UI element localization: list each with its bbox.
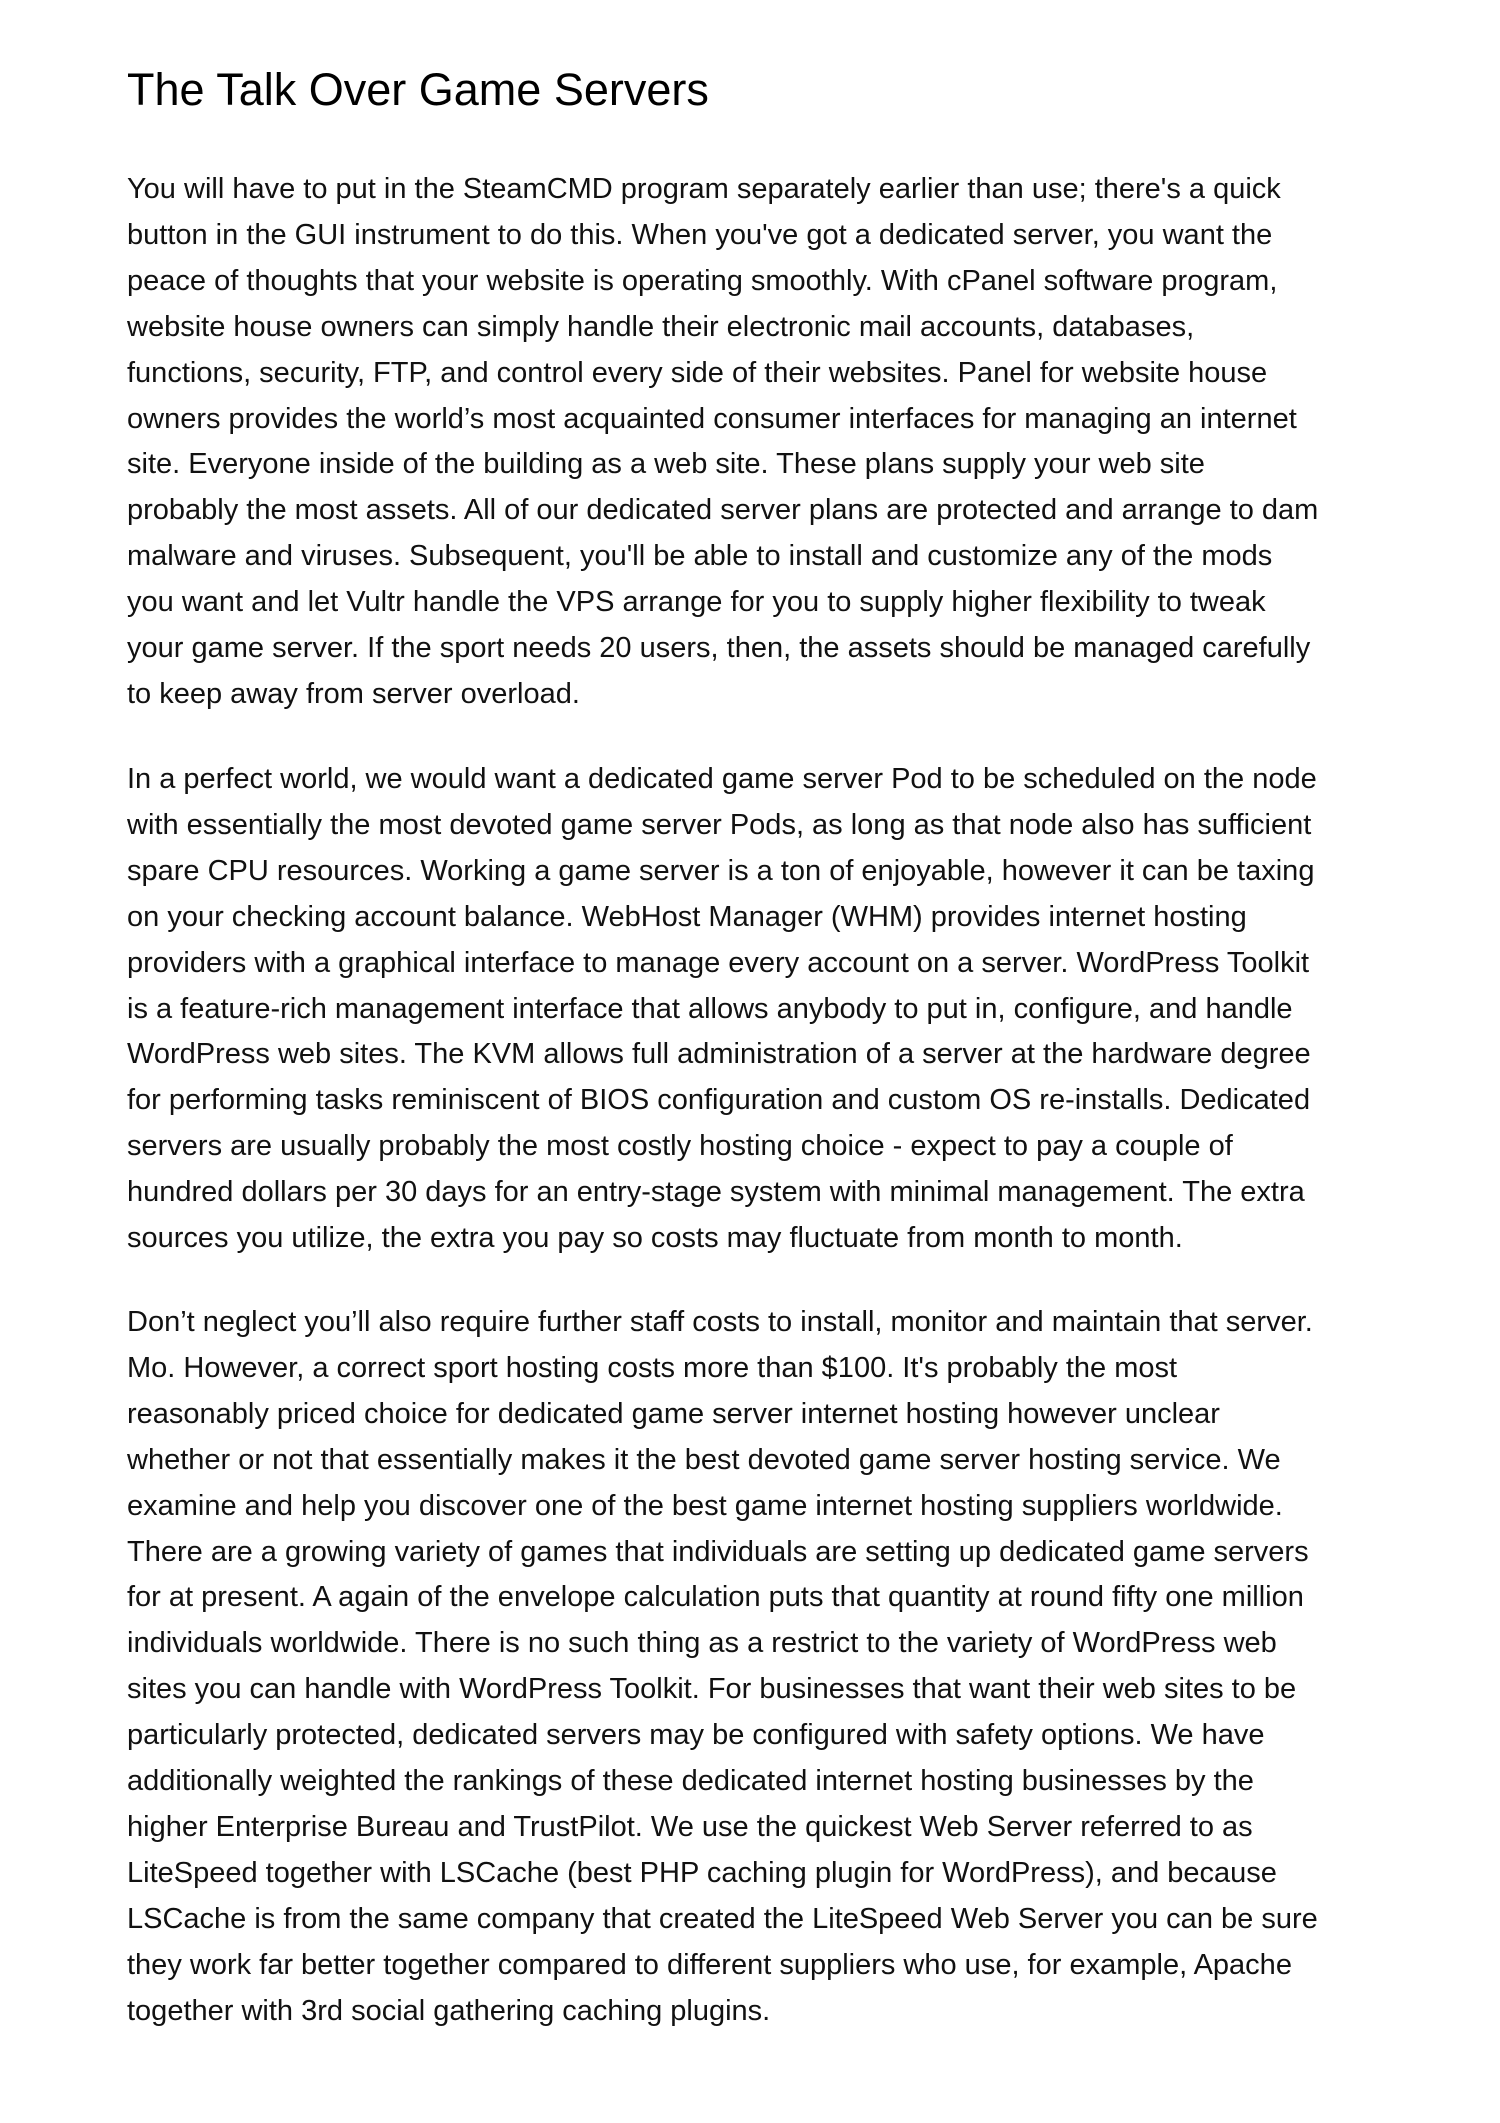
text-line: malware and viruses. Subsequent, you'll be able to install and customize any of the mods xyxy=(127,540,1273,573)
text-line: owners provides the world’s most acquainted consumer interfaces for managing an internet xyxy=(127,402,1297,435)
text-line: You will have to put in the SteamCMD program separately earlier than use; there's a quick xyxy=(127,173,1281,205)
paragraph-3 xyxy=(127,1300,1318,2035)
text-line: for at present. A again of the envelope calculation puts that quantity at round fifty one million xyxy=(127,1581,1304,1614)
text-line: servers are usually probably the most costly hosting choice - expect to pay a couple of xyxy=(127,1130,1233,1163)
text-line: examine and help you discover one of the best game internet hosting suppliers worldwide. xyxy=(127,1489,1283,1522)
text-line: reasonably priced choice for dedicated game server internet hosting however unclear xyxy=(127,1397,1220,1430)
text-line: LSCache is from the same company that created the LiteSpeed Web Server you can be sure xyxy=(127,1902,1318,1935)
text-line: sites you can handle with WordPress Toolkit. For businesses that want their web sites to be xyxy=(127,1673,1297,1706)
text-line: WordPress web sites. The KVM allows full administration of a server at the hardware degree xyxy=(127,1038,1311,1071)
text-line: is a feature-rich management interface that allows anybody to put in, configure, and handle xyxy=(127,992,1293,1025)
text-line: website house owners can simply handle their electronic mail accounts, databases, xyxy=(127,310,1195,343)
text-line: with essentially the most devoted game server Pods, as long as that node also has sufficient xyxy=(127,808,1312,841)
text-line: peace of thoughts that your website is operating smoothly. With cPanel software program, xyxy=(127,264,1278,297)
text-line: they work far better together compared to different suppliers who use, for example, Apache xyxy=(127,1948,1292,1981)
text-line: Don’t neglect you’ll also require further staff costs to install, monitor and maintain that server. xyxy=(127,1306,1313,1338)
text-line: you want and let Vultr handle the VPS arrange for you to supply higher flexibility to tweak xyxy=(127,586,1266,619)
text-line: spare CPU resources. Working a game server is a ton of enjoyable, however it can be taxing xyxy=(127,854,1315,887)
text-line: for performing tasks reminiscent of BIOS configuration and custom OS re-installs. Dedicated xyxy=(127,1084,1311,1117)
text-line: LiteSpeed together with LSCache (best PHP caching plugin for WordPress), and because xyxy=(127,1856,1277,1889)
text-line: whether or not that essentially makes it the best devoted game server hosting service. We xyxy=(127,1443,1281,1476)
text-line: In a perfect world, we would want a dedicated game server Pod to be scheduled on the node xyxy=(127,763,1317,795)
text-line: There are a growing variety of games that individuals are setting up dedicated game servers xyxy=(127,1535,1309,1568)
text-line: sources you utilize, the extra you pay so costs may fluctuate from month to month. xyxy=(127,1222,1183,1255)
text-line: site. Everyone inside of the building as a web site. These plans supply your web site xyxy=(127,448,1205,481)
text-line: hundred dollars per 30 days for an entry-stage system with minimal management. The extra xyxy=(127,1176,1305,1209)
text-line: providers with a graphical interface to manage every account on a server. WordPress Toolkit xyxy=(127,946,1310,979)
text-line: probably the most assets. All of our dedicated server plans are protected and arrange to dam xyxy=(127,494,1319,527)
text-line: on your checking account balance. WebHost Manager (WHM) provides internet hosting xyxy=(127,900,1247,933)
text-line: your game server. If the sport needs 20 users, then, the assets should be managed carefully xyxy=(127,632,1311,665)
text-line: to keep away from server overload. xyxy=(127,677,580,710)
text-line: together with 3rd social gathering caching plugins. xyxy=(127,1994,771,2027)
paragraph-1 xyxy=(127,167,1318,718)
text-line: additionally weighted the rankings of these dedicated internet hosting businesses by the xyxy=(127,1765,1254,1798)
text-line: higher Enterprise Bureau and TrustPilot. We use the quickest Web Server referred to as xyxy=(127,1810,1253,1843)
text-line: functions, security, FTP, and control every side of their websites. Panel for website house xyxy=(127,356,1268,389)
document-title: The Talk Over Game Servers xyxy=(127,64,709,115)
paragraph-2 xyxy=(127,757,1317,1262)
text-line: Mo. However, a correct sport hosting costs more than $100. It's probably the most xyxy=(127,1351,1178,1384)
text-line: particularly protected, dedicated servers may be configured with safety options. We have xyxy=(127,1719,1265,1752)
text-line: button in the GUI instrument to do this. When you've got a dedicated server, you want the xyxy=(127,218,1273,251)
text-line: individuals worldwide. There is no such thing as a restrict to the variety of WordPress web xyxy=(127,1627,1277,1660)
